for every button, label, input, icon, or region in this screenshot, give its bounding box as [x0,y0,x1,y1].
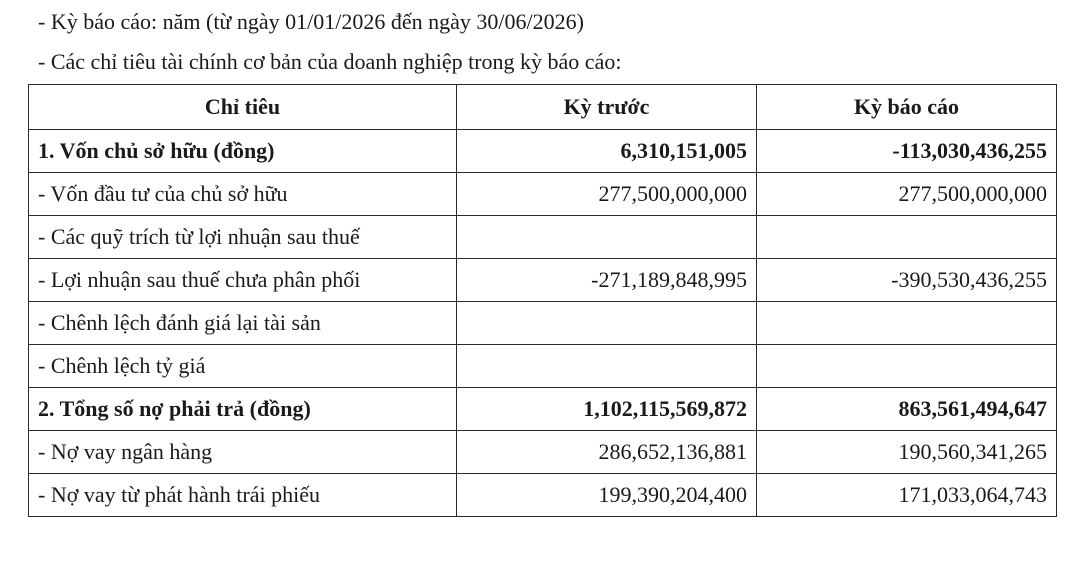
table-row [29,345,1057,388]
row-previous-value [457,345,757,388]
row-previous-value: 6,310,151,005 [457,130,757,173]
table-row [29,130,1057,173]
row-previous-value: 277,500,000,000 [457,173,757,216]
row-label: - Nợ vay từ phát hành trái phiếu [29,474,457,517]
table-row [29,388,1057,431]
table-row [29,216,1057,259]
row-label: - Vốn đầu tư của chủ sở hữu [29,173,457,216]
row-previous-value: -271,189,848,995 [457,259,757,302]
row-label: - Chênh lệch đánh giá lại tài sản [29,302,457,345]
table-row [29,302,1057,345]
financial-indicators-table [28,84,1057,517]
header-previous-period: Kỳ trước [457,85,757,130]
financial-indicators-intro-line: - Các chỉ tiêu tài chính cơ bản của doanh nghiệp trong kỳ báo cáo: [38,49,622,74]
row-label: 2. Tổng số nợ phải trả (đồng) [29,388,457,431]
row-label: - Chênh lệch tỷ giá [29,345,457,388]
row-current-value: 190,560,341,265 [757,431,1057,474]
row-current-value [757,216,1057,259]
row-previous-value [457,216,757,259]
table-row [29,173,1057,216]
row-previous-value [457,302,757,345]
header-reporting-period: Kỳ báo cáo [757,85,1057,130]
row-label: - Nợ vay ngân hàng [29,431,457,474]
report-period-line: - Kỳ báo cáo: năm (từ ngày 01/01/2026 đến ngày 30/06/2026) [38,9,584,34]
row-current-value [757,302,1057,345]
header-indicator: Chỉ tiêu [29,85,457,130]
table-row [29,259,1057,302]
row-label: - Lợi nhuận sau thuế chưa phân phối [29,259,457,302]
row-label: - Các quỹ trích từ lợi nhuận sau thuế [29,216,457,259]
row-current-value: 171,033,064,743 [757,474,1057,517]
table-header-row [29,85,1057,130]
row-current-value: 277,500,000,000 [757,173,1057,216]
row-previous-value: 286,652,136,881 [457,431,757,474]
row-current-value [757,345,1057,388]
row-label: 1. Vốn chủ sở hữu (đồng) [29,130,457,173]
row-current-value: -390,530,436,255 [757,259,1057,302]
row-previous-value: 1,102,115,569,872 [457,388,757,431]
row-previous-value: 199,390,204,400 [457,474,757,517]
table-row [29,474,1057,517]
row-current-value: 863,561,494,647 [757,388,1057,431]
table-row [29,431,1057,474]
row-current-value: -113,030,436,255 [757,130,1057,173]
